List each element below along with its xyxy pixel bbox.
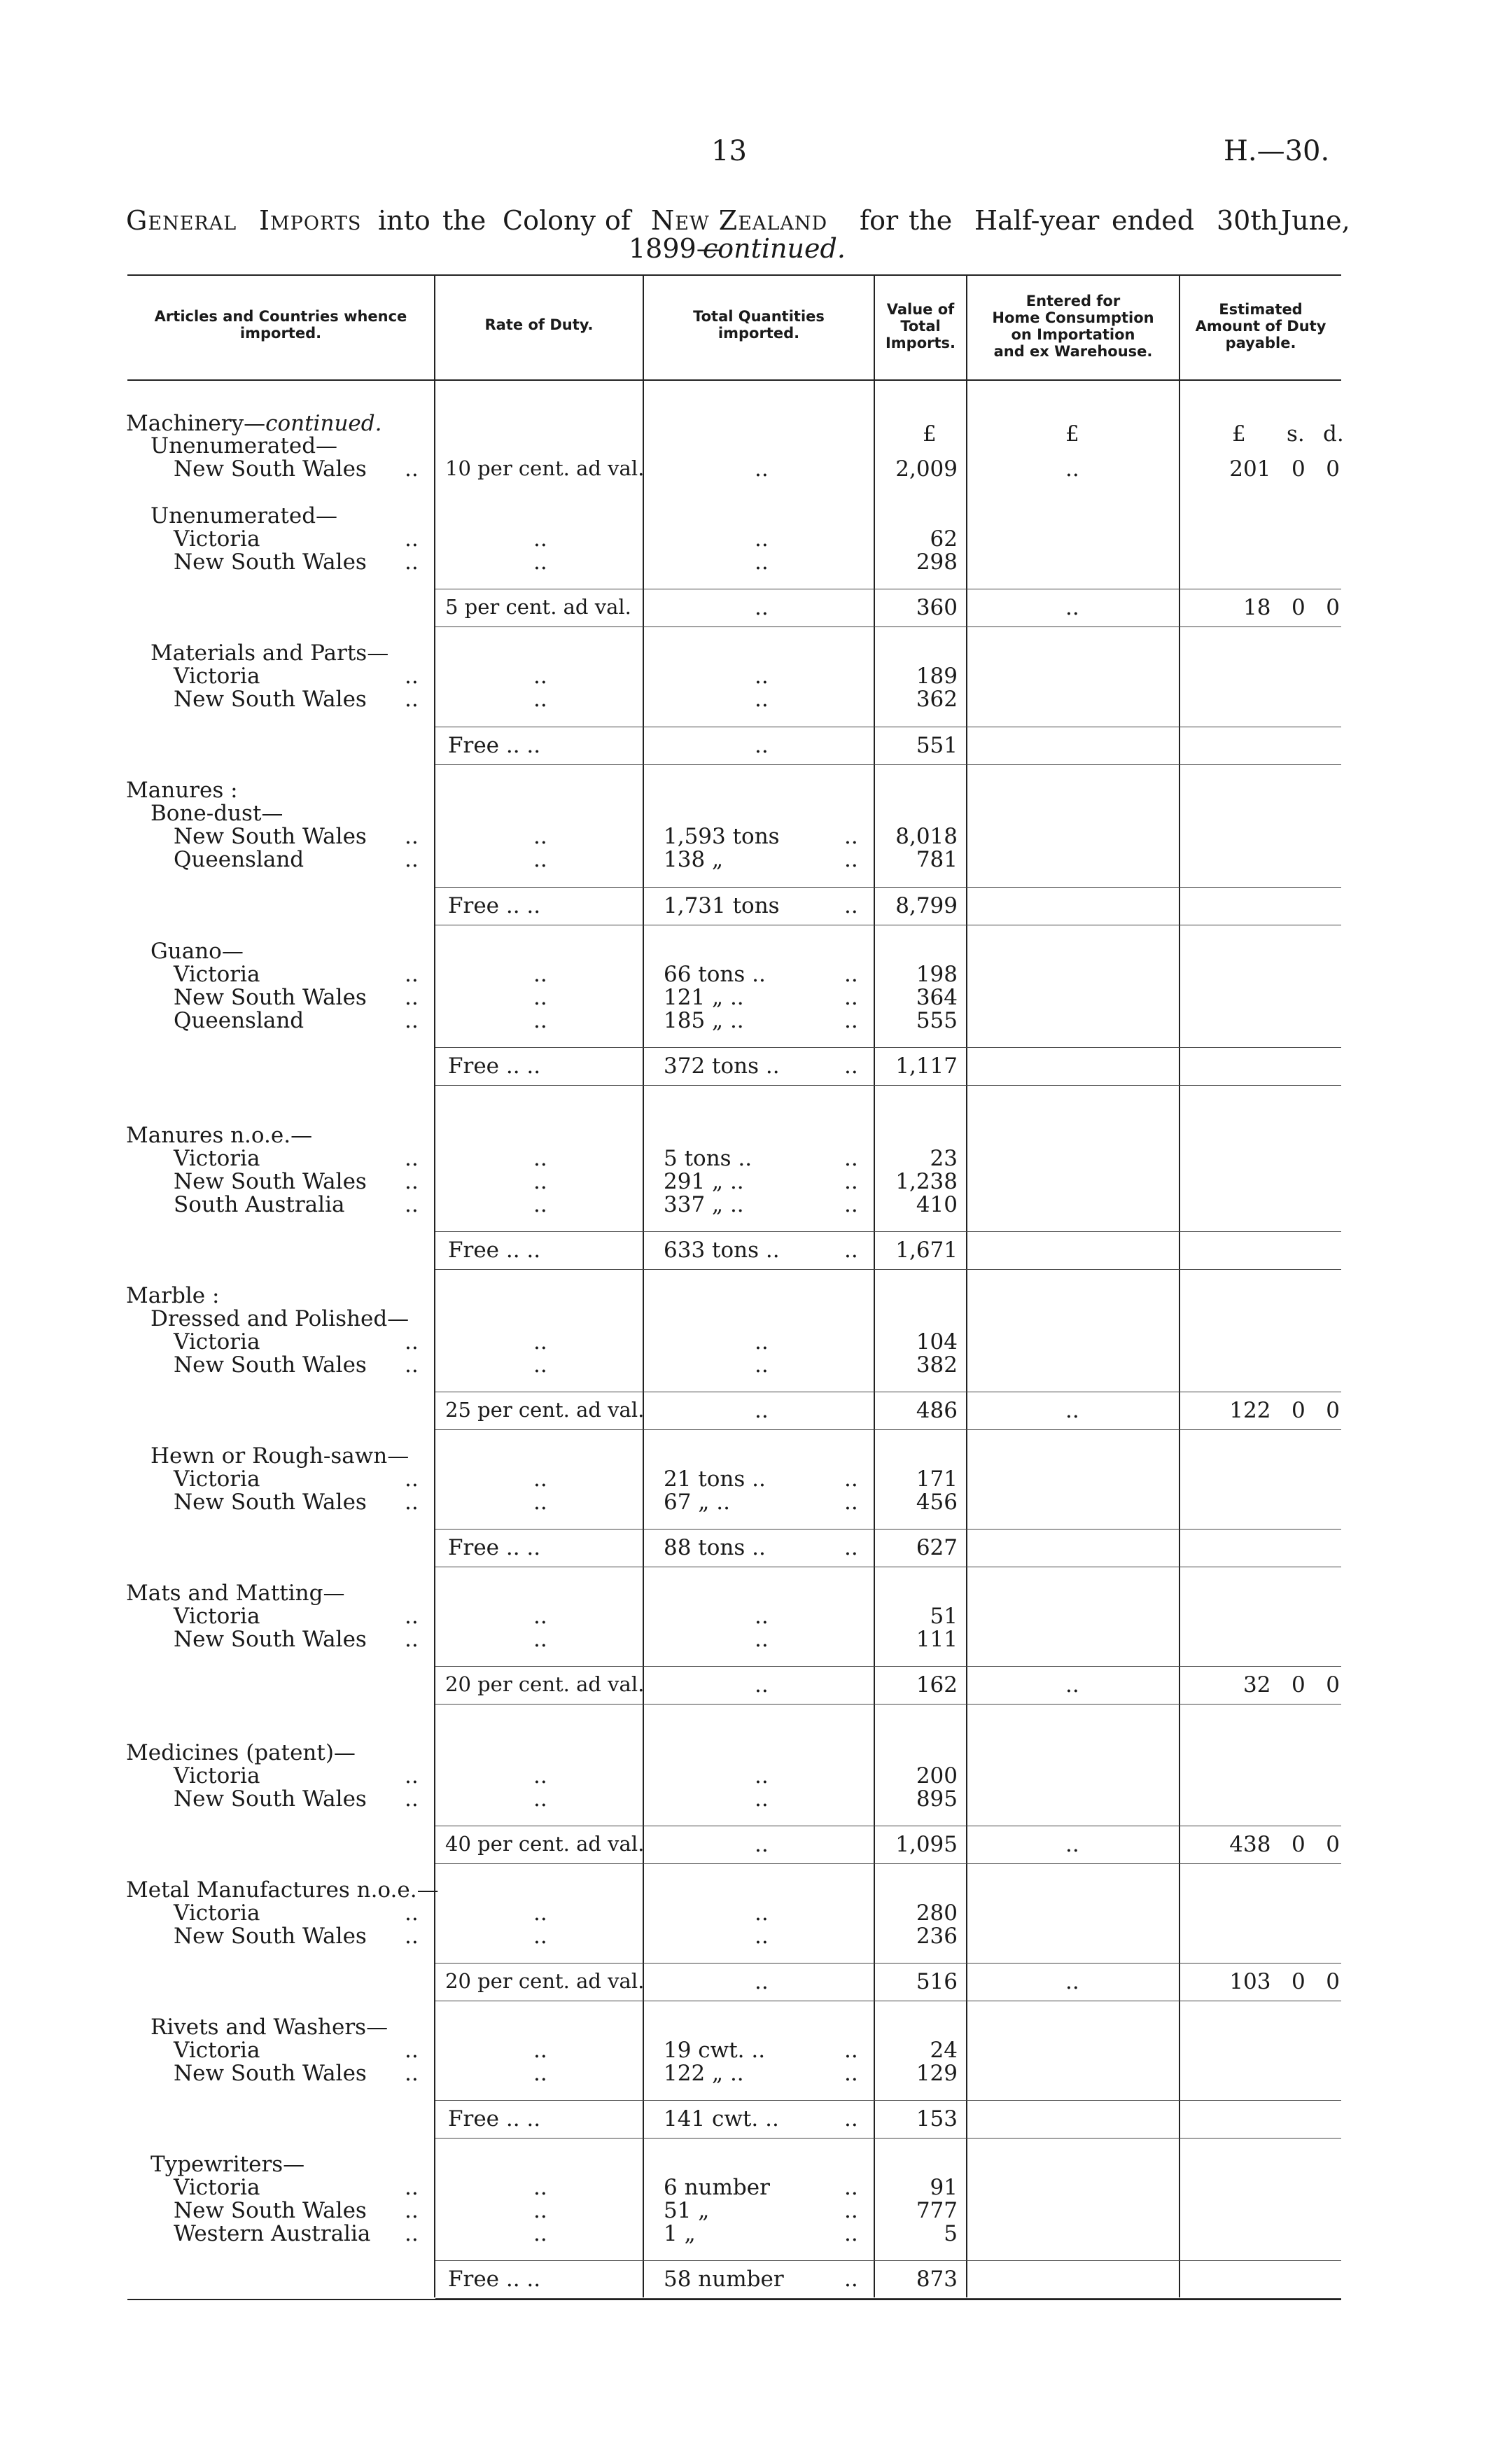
- rate-leader: ..: [533, 1466, 547, 1492]
- quantity-leader: ..: [844, 2038, 858, 2063]
- value-total: 410: [916, 1192, 958, 1217]
- row-label: New South Wales: [174, 1490, 367, 1515]
- row-label: Victoria: [174, 1900, 260, 1926]
- header-line: Articles and Countries whence: [154, 308, 407, 325]
- row-label: New South Wales: [174, 985, 367, 1010]
- value-total: 362: [916, 687, 958, 712]
- value-total: 189: [916, 664, 958, 689]
- entered-value: ..: [1065, 1969, 1079, 1994]
- quantity-leader: ..: [844, 893, 858, 918]
- rate-leader: ..: [533, 2198, 547, 2223]
- quantity: 19 cwt. ..: [664, 2038, 766, 2063]
- column-divider: [966, 274, 967, 2297]
- quantity-leader: ..: [755, 595, 769, 620]
- quantity: 51 „: [664, 2198, 710, 2223]
- value-total: 51: [930, 1604, 958, 1629]
- column-divider: [434, 274, 435, 2297]
- quantity-leader: ..: [844, 2106, 858, 2132]
- quantity-leader: ..: [755, 1672, 769, 1698]
- quantity: 141 cwt. ..: [664, 2106, 779, 2132]
- header-line: Amount of Duty: [1195, 318, 1326, 335]
- value-total: 5: [944, 2221, 958, 2246]
- quantity-leader: ..: [755, 1832, 769, 1857]
- value-total: 551: [916, 733, 958, 758]
- label-leader: ..: [405, 1466, 419, 1492]
- quantity: 1 „: [664, 2221, 696, 2246]
- header-entered: [967, 293, 1179, 360]
- subtotal-rule-bottom: [435, 1863, 1341, 1864]
- value-total: 111: [916, 1627, 958, 1652]
- quantity-leader: ..: [755, 1969, 769, 1994]
- quantity-leader: ..: [844, 1169, 858, 1194]
- quantity-leader: ..: [755, 1924, 769, 1949]
- label-leader: ..: [405, 687, 419, 712]
- quantity-leader: ..: [844, 1192, 858, 1217]
- title-year: 1899—: [629, 233, 723, 264]
- title-word: Imports: [259, 205, 362, 236]
- rate-leader: ..: [533, 1146, 547, 1171]
- duty-rate: 20 per cent. ad val.: [445, 1672, 645, 1696]
- duty-unit-shillings: s.: [1287, 421, 1305, 447]
- value-total: 8,018: [895, 824, 958, 849]
- label-leader: ..: [405, 526, 419, 552]
- quantity-leader: ..: [844, 2175, 858, 2200]
- quantity-leader: ..: [755, 550, 769, 575]
- subtotal-rule-bottom: [435, 626, 1341, 627]
- rate-leader: ..: [533, 1900, 547, 1926]
- label-leader: ..: [405, 2061, 419, 2086]
- quantity-leader: ..: [844, 1466, 858, 1492]
- entered-value: ..: [1065, 456, 1079, 482]
- duty-rate: 10 per cent. ad val.: [445, 456, 645, 480]
- label-leader: ..: [405, 1924, 419, 1949]
- rate-leader: ..: [533, 2061, 547, 2086]
- row-label: New South Wales: [174, 2061, 367, 2086]
- row-label: Hewn or Rough-sawn—: [150, 1443, 410, 1469]
- subtotal-rule-bottom: [435, 1429, 1341, 1430]
- value-total: 23: [930, 1146, 958, 1171]
- quantity-leader: ..: [844, 847, 858, 872]
- header-value: [875, 301, 966, 351]
- estimated-duty: 201 0 0: [1229, 456, 1340, 482]
- label-leader: ..: [405, 1192, 419, 1217]
- header-line: Estimated: [1219, 301, 1303, 318]
- value-total: 627: [916, 1535, 958, 1560]
- row-label: Metal Manufactures n.o.e.—: [126, 1877, 439, 1903]
- duty-rate: 40 per cent. ad val.: [445, 1832, 645, 1856]
- title-word: 30th: [1217, 205, 1279, 236]
- header-quantities: [644, 308, 874, 342]
- value-total: 516: [916, 1969, 958, 1994]
- label-leader: ..: [405, 1627, 419, 1652]
- value-total: 171: [916, 1466, 958, 1492]
- row-label: Victoria: [174, 664, 260, 689]
- header-line: and ex Warehouse.: [993, 343, 1153, 360]
- label-leader: ..: [405, 1008, 419, 1033]
- value-total: 236: [916, 1924, 958, 1949]
- label-leader: ..: [405, 1786, 419, 1812]
- quantity: 121 „ ..: [664, 985, 744, 1010]
- row-label: Unenumerated—: [150, 433, 338, 458]
- duty-rate: Free .. ..: [448, 1535, 541, 1560]
- header-line: payable.: [1225, 335, 1296, 351]
- rate-leader: ..: [533, 1763, 547, 1788]
- row-label: Victoria: [174, 1146, 260, 1171]
- label-leader: ..: [405, 1169, 419, 1194]
- quantity-leader: ..: [844, 1054, 858, 1079]
- header-line: Total: [900, 318, 941, 335]
- row-label: Medicines (patent)—: [126, 1740, 356, 1765]
- column-divider: [643, 274, 644, 2297]
- header-bottom-rule: [127, 379, 1341, 381]
- subtotal-rule-top: [435, 2100, 1341, 2101]
- value-total: 777: [916, 2198, 958, 2223]
- rate-leader: ..: [533, 1008, 547, 1033]
- label-leader: ..: [405, 962, 419, 987]
- quantity-leader: ..: [844, 1238, 858, 1263]
- row-label: Victoria: [174, 2175, 260, 2200]
- value-total: 91: [930, 2175, 958, 2200]
- row-label: Guano—: [150, 939, 244, 964]
- rate-leader: ..: [533, 1604, 547, 1629]
- row-label: Typewriters—: [150, 2152, 305, 2177]
- quantity: 1,731 tons: [664, 893, 780, 918]
- rate-leader: ..: [533, 985, 547, 1010]
- row-label: Rivets and Washers—: [150, 2015, 388, 2040]
- row-label: South Australia: [174, 1192, 345, 1217]
- rate-leader: ..: [533, 1786, 547, 1812]
- quantity-leader: ..: [755, 456, 769, 482]
- row-label: Dressed and Polished—: [150, 1306, 410, 1331]
- quantity-leader: ..: [755, 1786, 769, 1812]
- subtotal-rule-bottom: [435, 1085, 1341, 1086]
- value-total: 24: [930, 2038, 958, 2063]
- quantity-leader: ..: [844, 824, 858, 849]
- rate-leader: ..: [533, 550, 547, 575]
- value-total: 62: [930, 526, 958, 552]
- row-label: New South Wales: [174, 1627, 367, 1652]
- title-word: June,: [1281, 205, 1350, 236]
- row-label: Manures :: [126, 778, 238, 803]
- title-word: the: [909, 205, 953, 236]
- header-rate: Rate of Duty.: [484, 316, 594, 333]
- quantity: 372 tons ..: [664, 1054, 780, 1079]
- title-word: of: [605, 205, 631, 236]
- label-leader: ..: [405, 847, 419, 872]
- quantity-leader: ..: [844, 1008, 858, 1033]
- value-total: 364: [916, 985, 958, 1010]
- quantity-leader: ..: [755, 733, 769, 758]
- row-label: New South Wales: [174, 1352, 367, 1378]
- title-continued: continued.: [703, 233, 846, 264]
- row-label: Queensland: [174, 1008, 304, 1033]
- label-leader: ..: [405, 1900, 419, 1926]
- row-label: Marble :: [126, 1283, 220, 1308]
- header-line: imported.: [239, 325, 322, 342]
- quantity-leader: ..: [755, 1398, 769, 1423]
- value-total: 456: [916, 1490, 958, 1515]
- quantity: 66 tons ..: [664, 962, 766, 987]
- row-label: Victoria: [174, 1604, 260, 1629]
- table-top-rule: [127, 274, 1341, 276]
- row-label: Victoria: [174, 1763, 260, 1788]
- value-total: 153: [916, 2106, 958, 2132]
- header-line: Imports.: [885, 335, 956, 351]
- row-label: Western Australia: [174, 2221, 371, 2246]
- rate-leader: ..: [533, 2175, 547, 2200]
- quantity: 6 number: [664, 2175, 770, 2200]
- estimated-duty: 32 0 0: [1242, 1672, 1340, 1698]
- duty-unit-pence: d.: [1323, 421, 1344, 447]
- quantity-leader: ..: [755, 687, 769, 712]
- page-number: 13: [711, 135, 747, 167]
- value-total: 895: [916, 1786, 958, 1812]
- row-label: Victoria: [174, 1329, 260, 1354]
- value-total: 1,671: [895, 1238, 958, 1263]
- subtotal-rule-bottom: [435, 1269, 1341, 1270]
- quantity: 633 tons ..: [664, 1238, 780, 1263]
- estimated-duty: 103 0 0: [1229, 1969, 1340, 1994]
- label-leader: ..: [405, 1763, 419, 1788]
- entered-value: ..: [1065, 1832, 1079, 1857]
- row-label: Victoria: [174, 962, 260, 987]
- value-total: 360: [916, 595, 958, 620]
- entered-value: ..: [1065, 595, 1079, 620]
- subtotal-rule-bottom: [435, 764, 1341, 765]
- label-leader: ..: [405, 550, 419, 575]
- row-label: New South Wales: [174, 2198, 367, 2223]
- header-articles: [127, 308, 434, 342]
- value-total: 198: [916, 962, 958, 987]
- label-leader: ..: [405, 456, 419, 482]
- duty-rate: Free .. ..: [448, 733, 541, 758]
- column-divider: [1179, 274, 1180, 2297]
- title-word: New Zealand: [651, 205, 828, 236]
- value-total: 298: [916, 550, 958, 575]
- quantity-leader: ..: [755, 1329, 769, 1354]
- entered-unit: £: [1065, 421, 1079, 447]
- row-label: New South Wales: [174, 550, 367, 575]
- rate-leader: ..: [533, 1352, 547, 1378]
- value-total: 2,009: [895, 456, 958, 482]
- title-word: for: [860, 205, 899, 236]
- rate-leader: ..: [533, 847, 547, 872]
- quantity: 88 tons ..: [664, 1535, 766, 1560]
- value-total: 8,799: [895, 893, 958, 918]
- quantity: 1,593 tons: [664, 824, 780, 849]
- row-label: New South Wales: [174, 1169, 367, 1194]
- row-label: New South Wales: [174, 824, 367, 849]
- subtotal-rule-top: [435, 1529, 1341, 1530]
- label-text: Machinery—: [126, 411, 266, 436]
- label-leader: ..: [405, 2221, 419, 2246]
- row-label: Bone-dust—: [150, 801, 284, 826]
- row-label: Mats and Matting—: [126, 1581, 345, 1606]
- subtotal-rule-top: [435, 1047, 1341, 1048]
- label-leader: ..: [405, 1146, 419, 1171]
- value-total: 486: [916, 1398, 958, 1423]
- subtotal-rule-top: [435, 887, 1341, 888]
- quantity-leader: ..: [755, 1352, 769, 1378]
- value-total: 104: [916, 1329, 958, 1354]
- header-line: imported.: [718, 325, 800, 342]
- rate-leader: ..: [533, 1627, 547, 1652]
- value-total: 1,095: [895, 1832, 958, 1857]
- row-label: Manures n.o.e.—: [126, 1123, 313, 1148]
- value-total: 555: [916, 1008, 958, 1033]
- duty-unit-pounds: £: [1232, 421, 1246, 447]
- rate-leader: ..: [533, 824, 547, 849]
- quantity-leader: ..: [755, 1604, 769, 1629]
- value-total: 162: [916, 1672, 958, 1698]
- label-leader: ..: [405, 1604, 419, 1629]
- subtotal-rule-top: [435, 2260, 1341, 2261]
- duty-rate: Free .. ..: [448, 2106, 541, 2132]
- quantity: 337 „ ..: [664, 1192, 744, 1217]
- quantity-leader: ..: [755, 1900, 769, 1926]
- report-reference: H.—30.: [1224, 135, 1330, 167]
- subtotal-rule-bottom: [435, 2298, 1341, 2299]
- estimated-duty: 18 0 0: [1242, 595, 1340, 620]
- quantity-leader: ..: [844, 1146, 858, 1171]
- label-leader: ..: [405, 2175, 419, 2200]
- label-leader: ..: [405, 1352, 419, 1378]
- label-leader: ..: [405, 824, 419, 849]
- title-word: ended: [1112, 205, 1195, 236]
- header-line: Home Consumption: [992, 309, 1154, 326]
- value-total: 781: [916, 847, 958, 872]
- label-leader: ..: [405, 664, 419, 689]
- header-line: Value of: [886, 301, 955, 318]
- row-label: Materials and Parts—: [150, 640, 389, 666]
- entered-value: ..: [1065, 1672, 1079, 1698]
- duty-rate: Free .. ..: [448, 1054, 541, 1079]
- quantity: 138 „: [664, 847, 724, 872]
- value-total: 1,238: [895, 1169, 958, 1194]
- duty-rate: 20 per cent. ad val.: [445, 1969, 645, 1993]
- row-label: [126, 413, 382, 435]
- quantity-leader: ..: [844, 2221, 858, 2246]
- row-label: Victoria: [174, 1466, 260, 1492]
- duty-rate: 5 per cent. ad val.: [445, 595, 631, 619]
- duty-rate: Free .. ..: [448, 2267, 541, 2292]
- subtotal-rule-top: [435, 1666, 1341, 1667]
- quantity: 21 tons ..: [664, 1466, 766, 1492]
- header-line: Entered for: [1026, 293, 1121, 309]
- row-label: New South Wales: [174, 687, 367, 712]
- header-line: Total Quantities: [693, 308, 825, 325]
- rate-leader: ..: [533, 962, 547, 987]
- rate-leader: ..: [533, 2221, 547, 2246]
- rate-leader: ..: [533, 1169, 547, 1194]
- label-leader: ..: [405, 2198, 419, 2223]
- header-line: on Importation: [1011, 326, 1135, 343]
- quantity: 5 tons ..: [664, 1146, 752, 1171]
- quantity: 122 „ ..: [664, 2061, 744, 2086]
- value-unit: £: [923, 421, 937, 447]
- quantity-leader: ..: [755, 526, 769, 552]
- title-word: the: [442, 205, 486, 236]
- rate-leader: ..: [533, 687, 547, 712]
- title-word: Colony: [503, 205, 596, 236]
- label-leader: ..: [405, 2038, 419, 2063]
- row-label: New South Wales: [174, 456, 367, 482]
- rate-leader: ..: [533, 664, 547, 689]
- title-word: Half-year: [974, 205, 1100, 236]
- rate-leader: ..: [533, 2038, 547, 2063]
- quantity-leader: ..: [844, 2267, 858, 2292]
- value-total: 280: [916, 1900, 958, 1926]
- value-total: 129: [916, 2061, 958, 2086]
- title-word: General: [126, 205, 237, 236]
- quantity-leader: ..: [755, 1627, 769, 1652]
- quantity-leader: ..: [844, 2061, 858, 2086]
- table-bottom-rule: [127, 2299, 1341, 2300]
- quantity-leader: ..: [844, 962, 858, 987]
- row-label: Victoria: [174, 526, 260, 552]
- quantity-leader: ..: [844, 1490, 858, 1515]
- quantity-leader: ..: [844, 985, 858, 1010]
- label-leader: ..: [405, 1329, 419, 1354]
- label-italic: continued.: [265, 411, 382, 436]
- duty-rate: Free .. ..: [448, 893, 541, 918]
- rate-leader: ..: [533, 1329, 547, 1354]
- row-label: Victoria: [174, 2038, 260, 2063]
- label-leader: ..: [405, 1490, 419, 1515]
- quantity-leader: ..: [755, 1763, 769, 1788]
- duty-rate: 25 per cent. ad val.: [445, 1398, 645, 1422]
- label-leader: ..: [405, 985, 419, 1010]
- row-label: New South Wales: [174, 1924, 367, 1949]
- quantity: 185 „ ..: [664, 1008, 744, 1033]
- quantity-leader: ..: [755, 664, 769, 689]
- row-label: Unenumerated—: [150, 503, 338, 528]
- subtotal-rule-top: [435, 1231, 1341, 1232]
- rate-leader: ..: [533, 526, 547, 552]
- title-word: into: [378, 205, 430, 236]
- quantity-leader: ..: [844, 2198, 858, 2223]
- estimated-duty: 122 0 0: [1229, 1398, 1340, 1423]
- rate-leader: ..: [533, 1490, 547, 1515]
- quantity: 291 „ ..: [664, 1169, 744, 1194]
- row-label: Queensland: [174, 847, 304, 872]
- value-total: 382: [916, 1352, 958, 1378]
- quantity-leader: ..: [844, 1535, 858, 1560]
- quantity: 67 „ ..: [664, 1490, 730, 1515]
- entered-value: ..: [1065, 1398, 1079, 1423]
- header-estimated: [1180, 301, 1341, 351]
- column-divider: [874, 274, 875, 2297]
- estimated-duty: 438 0 0: [1229, 1832, 1340, 1857]
- value-total: 1,117: [895, 1054, 958, 1079]
- duty-rate: Free .. ..: [448, 1238, 541, 1263]
- quantity: 58 number: [664, 2267, 784, 2292]
- rate-leader: ..: [533, 1192, 547, 1217]
- rate-leader: ..: [533, 1924, 547, 1949]
- value-total: 200: [916, 1763, 958, 1788]
- row-label: New South Wales: [174, 1786, 367, 1812]
- value-total: 873: [916, 2267, 958, 2292]
